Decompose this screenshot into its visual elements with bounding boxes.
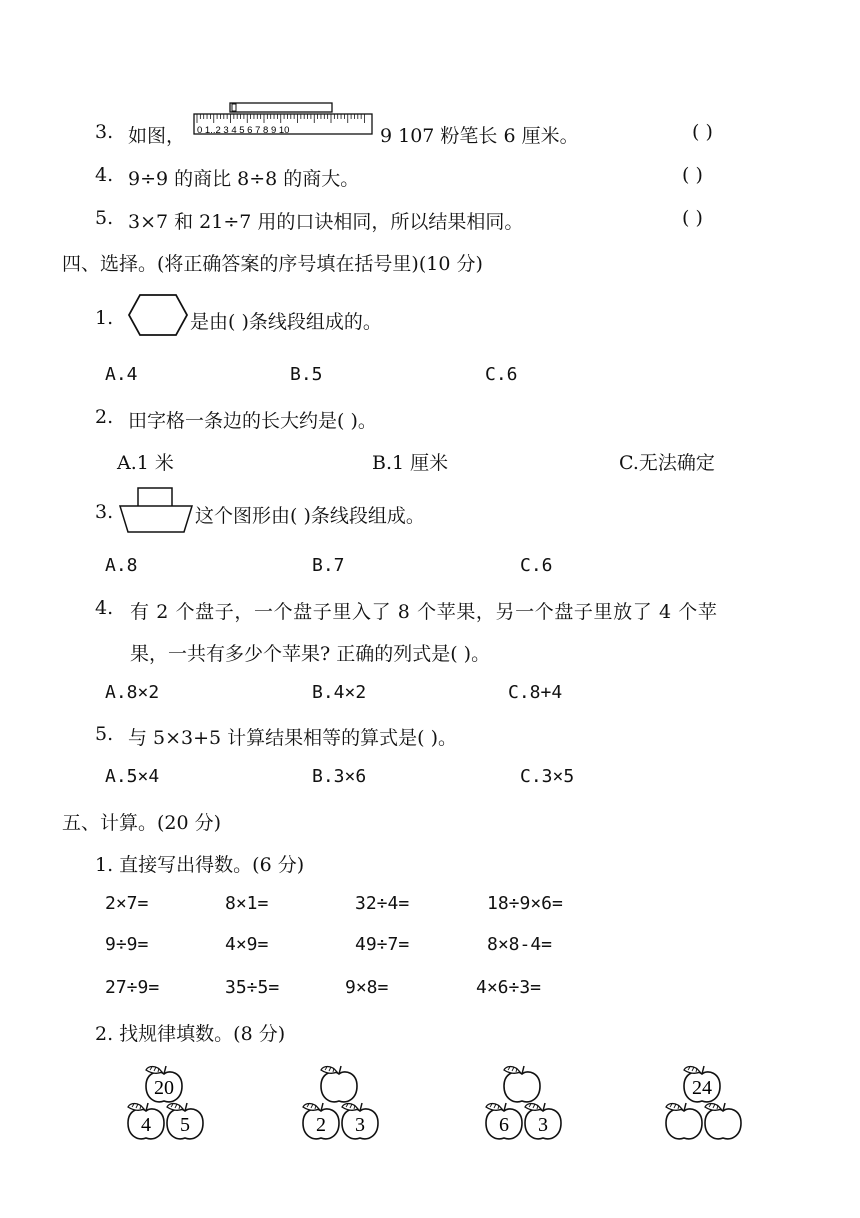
apple-number: 24 xyxy=(692,1077,712,1099)
apple-top xyxy=(504,1066,540,1102)
calc-item[interactable]: 4×9= xyxy=(225,934,269,955)
apple-bottom-left xyxy=(486,1103,522,1139)
apple-bottom-right xyxy=(705,1103,741,1139)
apple-number: 20 xyxy=(154,1077,174,1099)
apple-number: 6 xyxy=(499,1114,509,1136)
apple-pyramid xyxy=(483,1062,573,1146)
calc-item[interactable]: 4×6÷3= xyxy=(476,977,542,998)
p4-q4-number: 4. xyxy=(95,597,114,619)
calc-item[interactable]: 18÷9×6= xyxy=(487,893,563,914)
ruler-tick-labels: 0 1..2 3 4 5 6 7 8 9 10 xyxy=(197,125,290,136)
p4-q1-option-b[interactable]: B.5 xyxy=(290,364,323,385)
apple-top xyxy=(684,1066,720,1102)
q3-number: 3. xyxy=(95,121,114,143)
ruler-figure xyxy=(192,101,382,137)
q4-number: 4. xyxy=(95,164,114,186)
apple-bottom-left xyxy=(128,1103,164,1139)
p4-q5-text: 与 5×3+5 计算结果相等的算式是( )。 xyxy=(128,727,458,749)
section-5-heading: 五、计算。(20 分) xyxy=(62,812,222,834)
apple-bottom-left xyxy=(666,1103,702,1139)
p4-q1-option-c[interactable]: C.6 xyxy=(485,364,518,385)
p4-q1-option-a[interactable]: A.4 xyxy=(105,364,138,385)
p4-q1-text: 是由( )条线段组成的。 xyxy=(190,311,382,333)
calc-item[interactable]: 9×8= xyxy=(345,977,389,998)
calc-sub1-label: 1. 直接写出得数。(6 分) xyxy=(95,854,305,876)
p4-q1-number: 1. xyxy=(95,307,114,329)
apple-number: 4 xyxy=(141,1114,151,1136)
section-4-heading: 四、选择。(将正确答案的序号填在括号里)(10 分) xyxy=(62,253,483,275)
apple-bottom-right xyxy=(525,1103,561,1139)
calc-item[interactable]: 9÷9= xyxy=(105,934,149,955)
p4-q3-option-c[interactable]: C.6 xyxy=(520,555,553,576)
p4-q3-option-a[interactable]: A.8 xyxy=(105,555,138,576)
apple-number: 3 xyxy=(538,1114,548,1136)
q5-text: 3×7 和 21÷7 用的口诀相同，所以结果相同。 xyxy=(128,211,524,233)
calc-item[interactable]: 35÷5= xyxy=(225,977,280,998)
q4-text: 9÷9 的商比 8÷8 的商大。 xyxy=(128,168,360,190)
q3-prefix: 如图， xyxy=(128,125,186,147)
calc-sub2-label: 2. 找规律填数。(8 分) xyxy=(95,1023,286,1045)
p4-q3-text: 这个图形由( )条线段组成。 xyxy=(195,505,425,527)
calc-item[interactable]: 8×8-4= xyxy=(487,934,553,955)
p4-q5-option-b[interactable]: B.3×6 xyxy=(312,766,367,787)
p4-q2-option-a[interactable]: A.1 米 xyxy=(117,452,174,474)
apple-pyramid xyxy=(300,1062,390,1146)
apple-bottom-right xyxy=(342,1103,378,1139)
p4-q4-line2: 果，一共有多少个苹果? 正确的列式是( )。 xyxy=(130,643,491,665)
apple-bottom-right xyxy=(167,1103,203,1139)
p4-q3-number: 3. xyxy=(95,501,114,523)
p4-q5-number: 5. xyxy=(95,723,114,745)
calc-item[interactable]: 32÷4= xyxy=(355,893,410,914)
p4-q5-option-a[interactable]: A.5×4 xyxy=(105,766,160,787)
p4-q2-text: 田字格一条边的长大约是( )。 xyxy=(128,410,377,432)
calc-item[interactable]: 49÷7= xyxy=(355,934,410,955)
calc-item[interactable]: 8×1= xyxy=(225,893,269,914)
p4-q4-option-a[interactable]: A.8×2 xyxy=(105,682,160,703)
q4-answer-paren[interactable]: ( ) xyxy=(682,164,703,186)
q5-answer-paren[interactable]: ( ) xyxy=(682,207,703,229)
p4-q4-option-b[interactable]: B.4×2 xyxy=(312,682,367,703)
p4-q4-line1: 有 2 个盘子，一个盘子里入了 8 个苹果，另一个盘子里放了 4 个苹 xyxy=(130,601,718,623)
apple-top xyxy=(321,1066,357,1102)
q3-text: 9 107 粉笔长 6 厘米。 xyxy=(380,125,579,147)
apple-number: 3 xyxy=(355,1114,365,1136)
apple-bottom-left xyxy=(303,1103,339,1139)
hexagon-figure xyxy=(127,293,189,337)
p4-q5-option-c[interactable]: C.3×5 xyxy=(520,766,575,787)
p4-q2-option-b[interactable]: B.1 厘米 xyxy=(372,452,449,474)
boat-shape-figure xyxy=(118,486,194,534)
calc-item[interactable]: 2×7= xyxy=(105,893,149,914)
apple-pyramid xyxy=(125,1062,215,1146)
p4-q2-option-c[interactable]: C.无法确定 xyxy=(619,452,715,474)
p4-q4-option-c[interactable]: C.8+4 xyxy=(508,682,563,703)
p4-q2-number: 2. xyxy=(95,406,114,428)
apple-number: 2 xyxy=(316,1114,326,1136)
apple-pyramid xyxy=(663,1062,753,1146)
p4-q3-option-b[interactable]: B.7 xyxy=(312,555,345,576)
q3-answer-paren[interactable]: ( ) xyxy=(692,121,713,143)
calc-item[interactable]: 27÷9= xyxy=(105,977,160,998)
q5-number: 5. xyxy=(95,207,114,229)
apple-top xyxy=(146,1066,182,1102)
apple-number: 5 xyxy=(180,1114,190,1136)
